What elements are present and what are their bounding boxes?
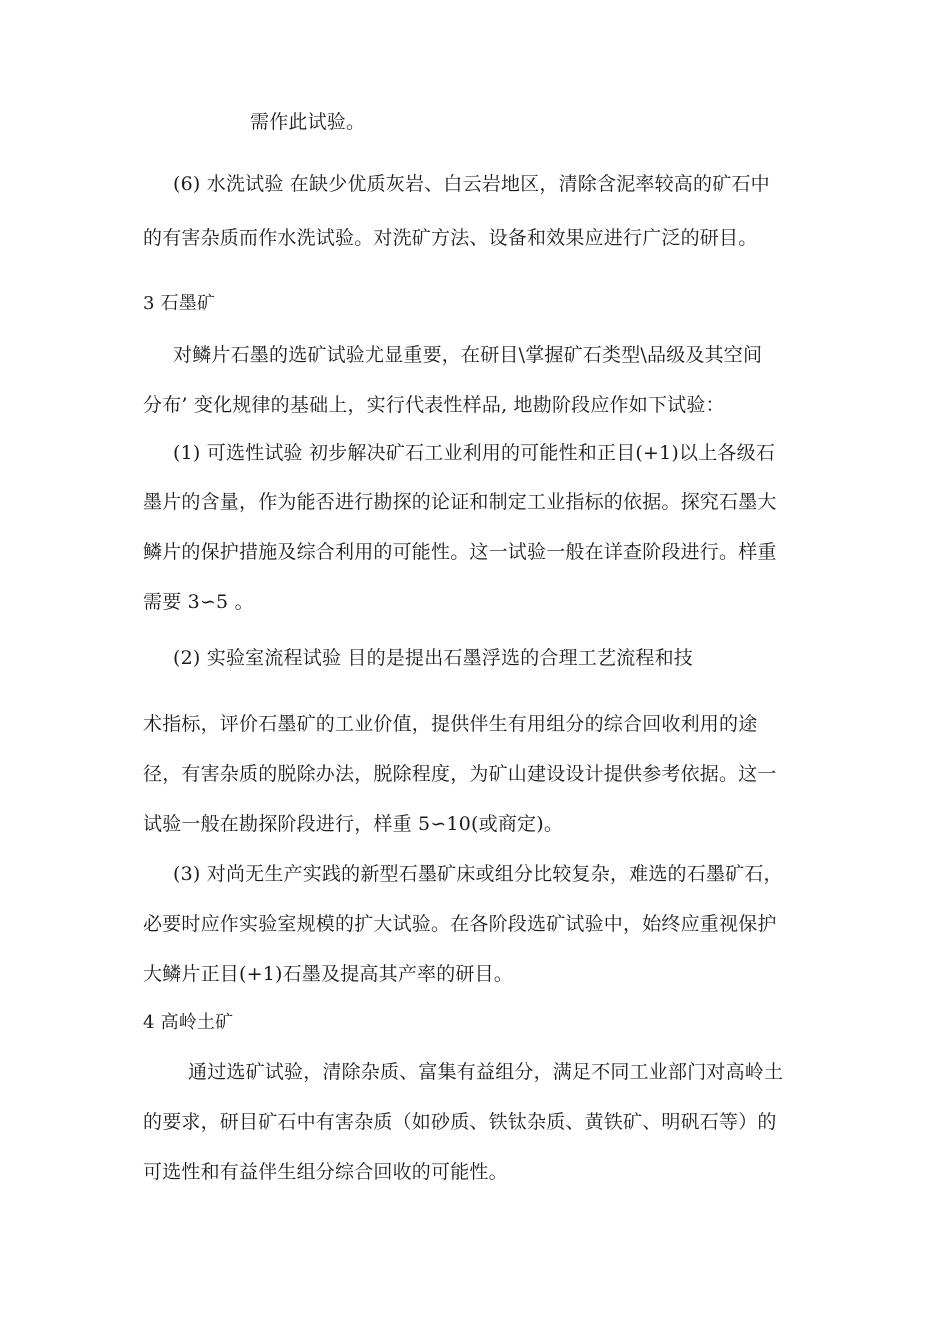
paragraph-line: 必要时应作实验室规模的扩大试验。在各阶段选矿试验中，始终应重视保护 [143,913,777,935]
paragraph-line: 通过选矿试验，清除杂质、富集有益组分，满足不同工业部门对高岭土 [188,1061,784,1083]
paragraph-line: 径，有害杂质的脱除办法，脱除程度，为矿山建设设计提供参考依据。这一 [143,763,777,785]
paragraph-line-item-1: (1) 可选性试验 初步解决矿石工业利用的可能性和正目(+1)以上各级石 [173,442,776,464]
paragraph-line-item-3: (3) 对尚无生产实践的新型石墨矿床或组分比较复杂，难选的石墨矿石， [173,863,783,885]
paragraph-line: 对鳞片石墨的选矿试验尤显重要，在研目\掌握矿石类型\品级及其空间 [173,344,763,366]
paragraph-line: 墨片的含量，作为能否进行勘探的论证和制定工业指标的依据。探究石墨大 [143,491,777,513]
paragraph-line: 可选性和有益伴生组分综合回收的可能性。 [143,1161,508,1183]
paragraph-line-continuation: 需作此试验。 [250,111,366,133]
paragraph-line-item-6: (6) 水洗试验 在缺少优质灰岩、白云岩地区，清除含泥率较高的矿石中 [173,173,770,195]
paragraph-line: 分布’ 变化规律的基础上，实行代表性样品, 地勘阶段应作如下试验： [143,394,725,416]
paragraph-line: 需要 3∽5 。 [143,591,254,613]
paragraph-line: 的要求，研目矿石中有害杂质（如砂质、铁钛杂质、黄铁矿、明矾石等）的 [143,1111,777,1133]
paragraph-line: 的有害杂质而作水洗试验。对洗矿方法、设备和效果应进行广泛的研目。 [143,227,758,249]
paragraph-line-item-2: (2) 实验室流程试验 目的是提出石墨浮选的合理工艺流程和技 [173,647,693,669]
section-heading-graphite: 3 石墨矿 [143,293,216,314]
paragraph-line: 大鳞片正目(+1)石墨及提高其产率的研目。 [143,963,514,985]
paragraph-line: 鳞片的保护措施及综合利用的可能性。这一试验一般在详查阶段进行。样重 [143,541,777,563]
section-heading-kaolin: 4 高岭土矿 [143,1012,234,1033]
paragraph-line: 术指标，评价石墨矿的工业价值，提供伴生有用组分的综合回收利用的途 [143,713,758,735]
paragraph-line: 试验一般在勘探阶段进行，样重 5∽10(或商定)。 [143,813,564,835]
